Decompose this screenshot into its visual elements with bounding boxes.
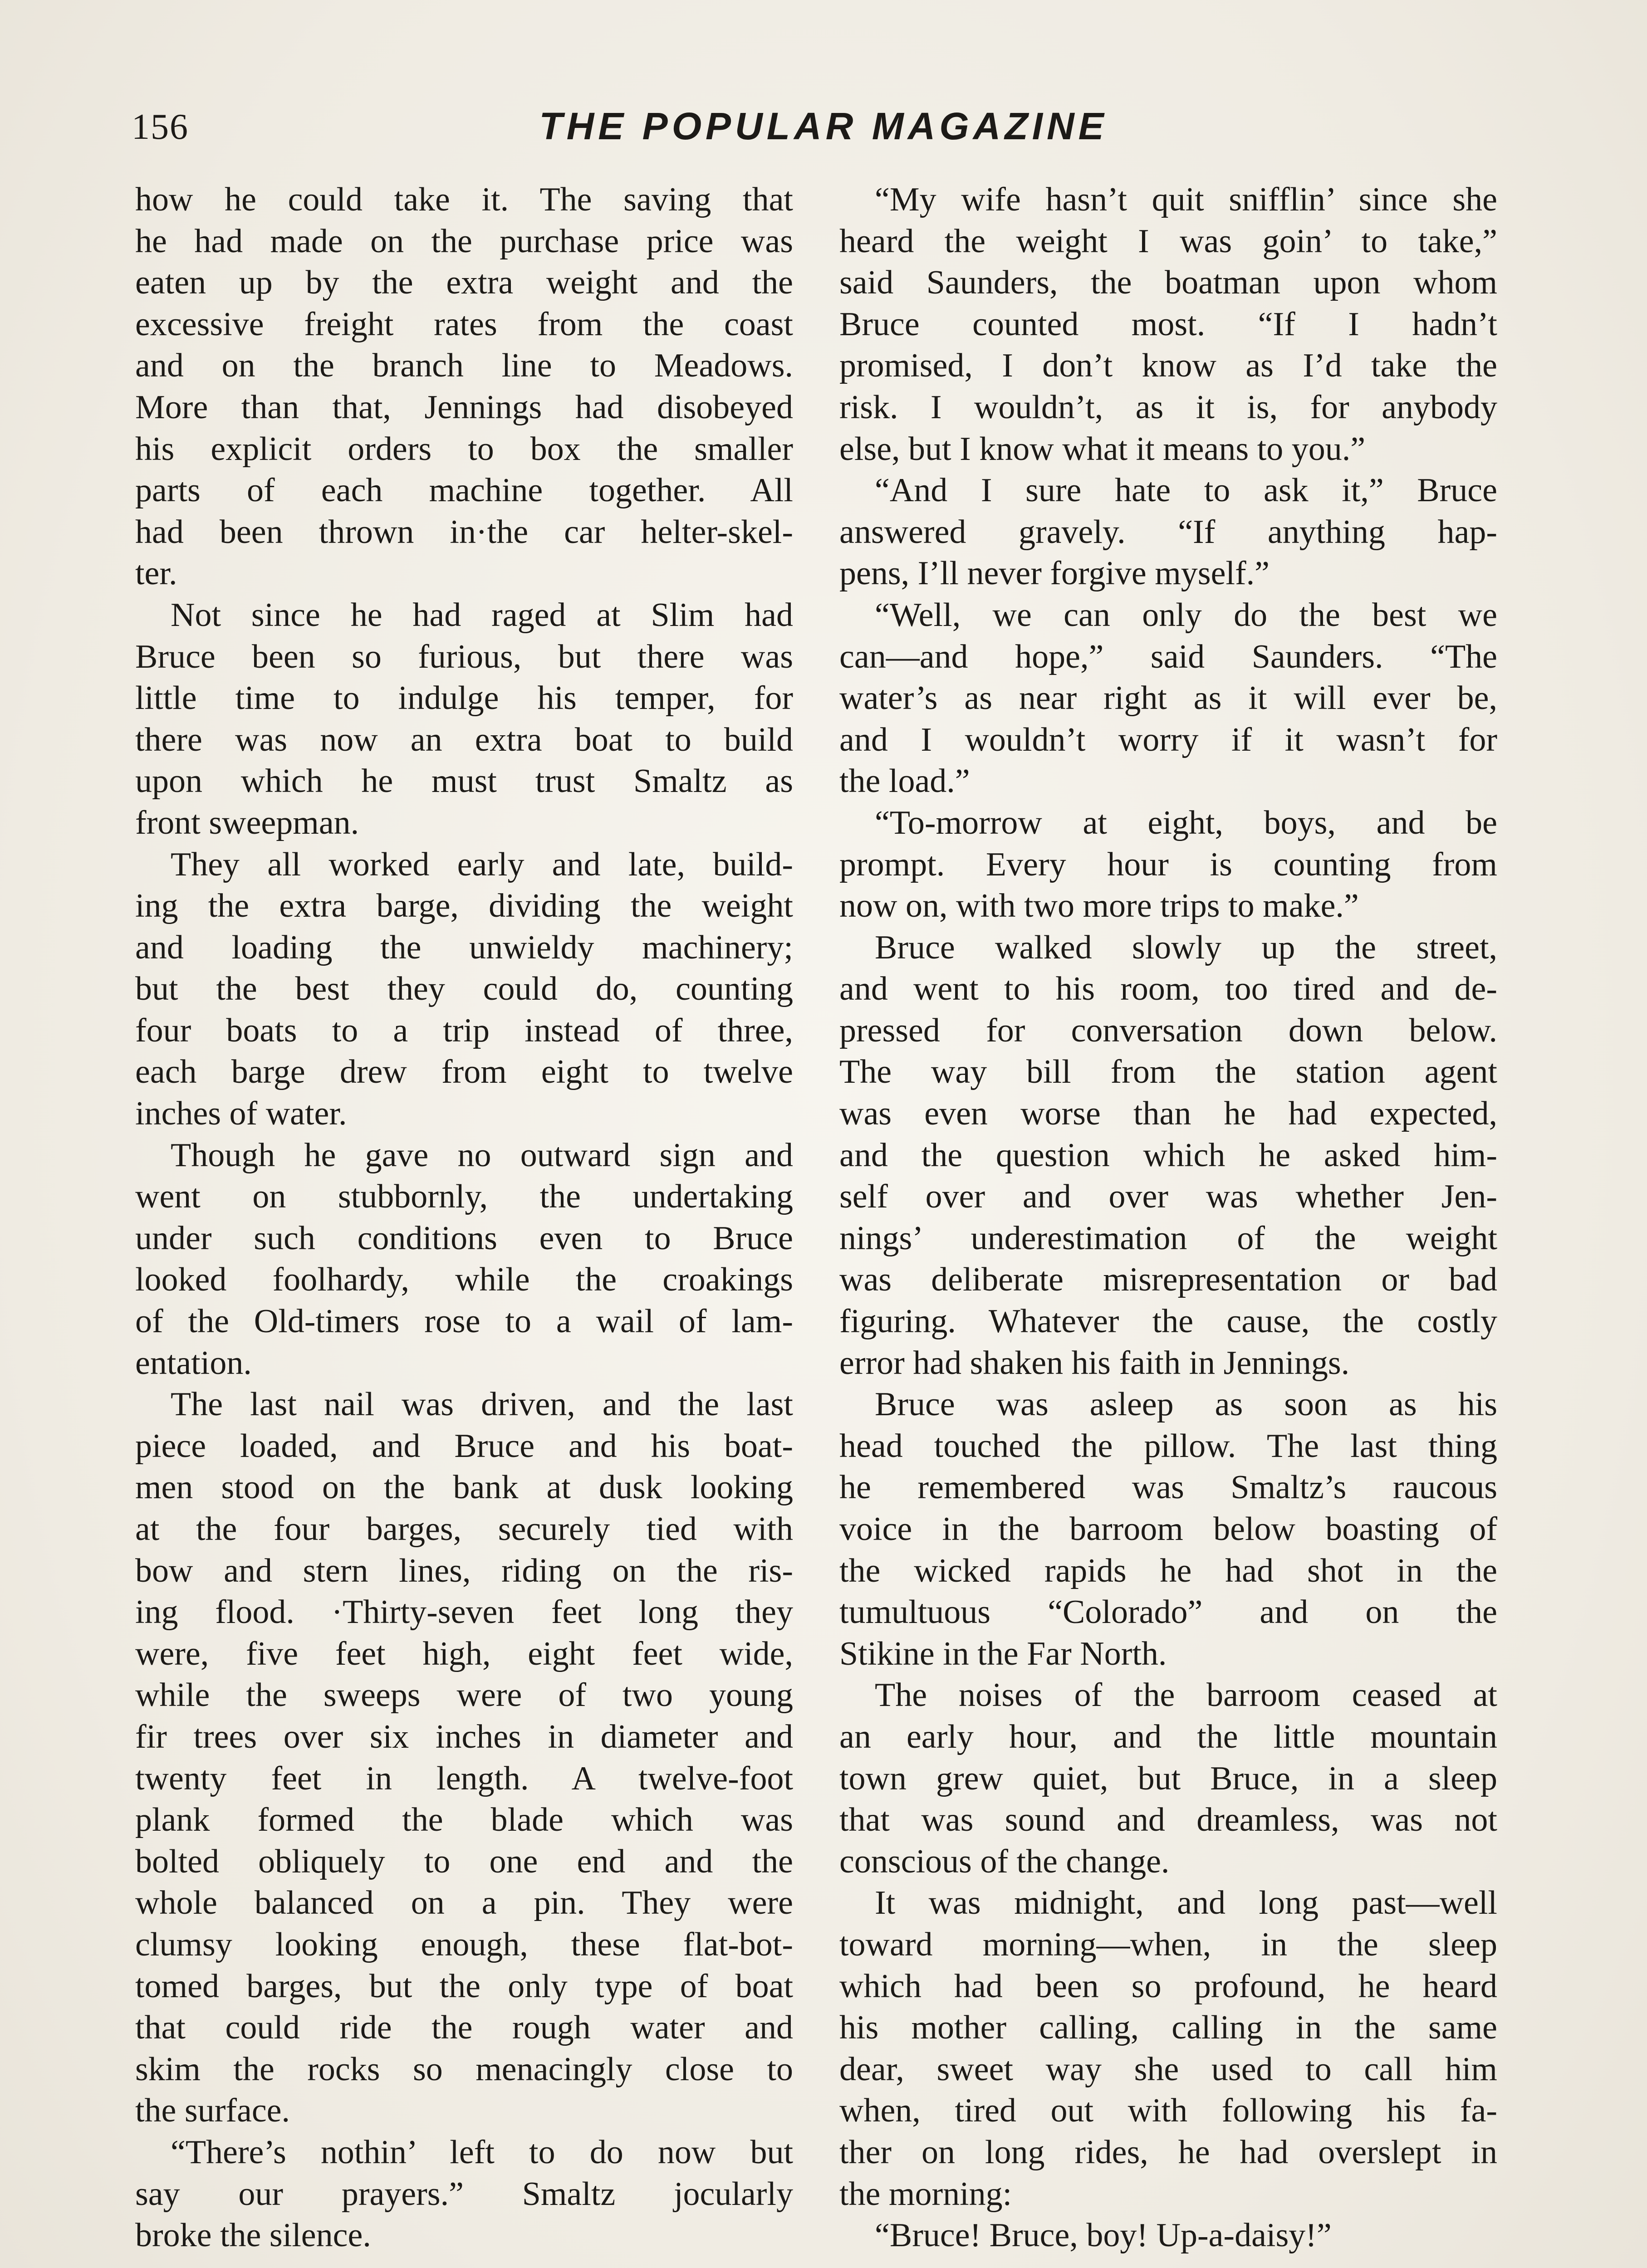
right-text-column bbox=[839, 179, 1497, 2257]
text-line: the surface. bbox=[135, 2092, 290, 2130]
text-line: head touched the pillow. The last thing bbox=[839, 1427, 1497, 1465]
text-line: eaten up by the extra weight and the bbox=[135, 264, 793, 302]
text-line: each barge drew from eight to twelve bbox=[135, 1053, 793, 1091]
text-line: his mother calling, calling in the same bbox=[839, 2009, 1497, 2047]
text-line: Bruce been so furious, but there was bbox=[135, 638, 793, 675]
text-line: Though he gave no outward sign and bbox=[171, 1136, 793, 1174]
page-number: 156 bbox=[132, 107, 189, 147]
text-line: twenty feet in length. A twelve-foot bbox=[135, 1760, 793, 1797]
text-line: the load.” bbox=[839, 763, 970, 800]
text-line: entation. bbox=[135, 1344, 252, 1382]
text-line: under such conditions even to Bruce bbox=[135, 1219, 793, 1257]
text-line: fir trees over six inches in diameter and bbox=[135, 1718, 793, 1755]
text-line: ing the extra barge, dividing the weight bbox=[135, 887, 793, 925]
text-line: dear, sweet way she used to call him bbox=[839, 2050, 1497, 2088]
text-line: upon which he must trust Smaltz as bbox=[135, 763, 793, 800]
text-line: but the best they could do, counting bbox=[135, 970, 793, 1008]
text-line: say our prayers.” Smaltz jocularly bbox=[135, 2175, 793, 2213]
text-line: was deliberate misrepresentation or bad bbox=[839, 1261, 1497, 1299]
text-line: town grew quiet, but Bruce, in a sleep bbox=[839, 1760, 1497, 1797]
text-line: The last nail was driven, and the last bbox=[171, 1386, 793, 1423]
page-header bbox=[132, 93, 1515, 156]
text-line: ther on long rides, he had overslept in bbox=[839, 2133, 1497, 2171]
text-line: promised, I don’t know as I’d take the bbox=[839, 347, 1497, 385]
text-line: bolted obliquely to one end and the bbox=[135, 1843, 793, 1880]
text-line: It was midnight, and long past—well bbox=[875, 1884, 1497, 1922]
text-line: while the sweeps were of two young bbox=[135, 1677, 793, 1714]
text-line: skim the rocks so menacingly close to bbox=[135, 2050, 793, 2088]
text-line: Bruce counted most. “If I hadn’t bbox=[839, 305, 1497, 343]
text-line: water’s as near right as it will ever be, bbox=[839, 679, 1497, 717]
text-line: “And I sure hate to ask it,” Bruce bbox=[875, 472, 1497, 509]
text-line: the wicked rapids he had shot in the bbox=[839, 1552, 1497, 1589]
text-line: “Bruce! Bruce, boy! Up-a-daisy!” bbox=[875, 2217, 1332, 2254]
text-line: went on stubbornly, the undertaking bbox=[135, 1178, 793, 1216]
text-line: “Well, we can only do the best we bbox=[875, 596, 1497, 634]
text-line: figuring. Whatever the cause, the costly bbox=[839, 1303, 1497, 1340]
text-line: broke the silence. bbox=[135, 2217, 371, 2254]
text-line: prompt. Every hour is counting from bbox=[839, 846, 1497, 883]
text-line: the morning: bbox=[839, 2175, 1012, 2213]
text-line: his explicit orders to box the smaller bbox=[135, 430, 793, 468]
text-line: risk. I wouldn’t, as it is, for anybody bbox=[839, 388, 1497, 426]
text-line: now on, with two more trips to make.” bbox=[839, 887, 1359, 925]
text-line: clumsy looking enough, these flat-bot- bbox=[135, 1926, 793, 1963]
text-line: looked foolhardy, while the croakings bbox=[135, 1261, 793, 1299]
text-line: whole balanced on a pin. They were bbox=[135, 1884, 793, 1922]
text-line: “There’s nothin’ left to do now but bbox=[171, 2133, 793, 2171]
text-line: and loading the unwieldy machinery; bbox=[135, 929, 793, 966]
text-line: voice in the barroom below boasting of bbox=[839, 1510, 1497, 1548]
text-line: Stikine in the Far North. bbox=[839, 1635, 1167, 1672]
text-line: that was sound and dreamless, was not bbox=[839, 1801, 1497, 1839]
text-line: plank formed the blade which was bbox=[135, 1801, 793, 1839]
text-line: that could ride the rough water and bbox=[135, 2009, 793, 2047]
text-line: answered gravely. “If anything hap- bbox=[839, 513, 1497, 551]
text-line: pressed for conversation down below. bbox=[839, 1012, 1497, 1049]
text-line: bow and stern lines, riding on the ris- bbox=[135, 1552, 793, 1589]
text-line: toward morning—when, in the sleep bbox=[839, 1926, 1497, 1963]
text-line: front sweepman. bbox=[135, 804, 359, 841]
text-line: “My wife hasn’t quit snifflin’ since she bbox=[875, 181, 1497, 218]
text-line: “To-morrow at eight, boys, and be bbox=[875, 804, 1497, 841]
text-line: ing flood. ·Thirty-seven feet long they bbox=[135, 1593, 793, 1631]
text-line: he remembered was Smaltz’s raucous bbox=[839, 1469, 1497, 1506]
text-line: little time to indulge his temper, for bbox=[135, 679, 793, 717]
text-line: Bruce was asleep as soon as his bbox=[875, 1386, 1497, 1423]
text-line: The noises of the barroom ceased at bbox=[875, 1677, 1497, 1714]
text-line: men stood on the bank at dusk looking bbox=[135, 1469, 793, 1506]
text-line: inches of water. bbox=[135, 1095, 347, 1133]
text-line: nings’ underestimation of the weight bbox=[839, 1219, 1497, 1257]
text-line: how he could take it. The saving that bbox=[135, 181, 793, 218]
text-line: and went to his room, too tired and de- bbox=[839, 970, 1497, 1008]
left-text-column bbox=[135, 179, 793, 2257]
text-line: Not since he had raged at Slim had bbox=[171, 596, 793, 634]
text-line: when, tired out with following his fa- bbox=[839, 2092, 1497, 2130]
text-line: said Saunders, the boatman upon whom bbox=[839, 264, 1497, 302]
text-line: which had been so profound, he heard bbox=[839, 1967, 1497, 2005]
text-line: error had shaken his faith in Jennings. bbox=[839, 1344, 1350, 1382]
text-line: else, but I know what it means to you.” bbox=[839, 430, 1366, 468]
text-line: there was now an extra boat to build bbox=[135, 721, 793, 758]
text-line: More than that, Jennings had disobeyed bbox=[135, 388, 793, 426]
text-line: at the four barges, securely tied with bbox=[135, 1510, 793, 1548]
text-line: pens, I’ll never forgive myself.” bbox=[839, 555, 1270, 592]
text-line: can—and hope,” said Saunders. “The bbox=[839, 638, 1497, 675]
text-line: and on the branch line to Meadows. bbox=[135, 347, 793, 385]
text-line: four boats to a trip instead of three, bbox=[135, 1012, 793, 1049]
text-line: were, five feet high, eight feet wide, bbox=[135, 1635, 793, 1672]
text-line: piece loaded, and Bruce and his boat- bbox=[135, 1427, 793, 1465]
text-line: They all worked early and late, build- bbox=[171, 846, 793, 883]
text-line: The way bill from the station agent bbox=[839, 1053, 1497, 1091]
text-line: had been thrown in·the car helter-skel- bbox=[135, 513, 793, 551]
text-line: Bruce walked slowly up the street, bbox=[875, 929, 1497, 966]
text-line: an early hour, and the little mountain bbox=[839, 1718, 1497, 1755]
text-line: he had made on the purchase price was bbox=[135, 222, 793, 260]
text-line: tomed barges, but the only type of boat bbox=[135, 1967, 793, 2005]
text-line: excessive freight rates from the coast bbox=[135, 305, 793, 343]
text-line: parts of each machine together. All bbox=[135, 472, 793, 509]
text-line: tumultuous “Colorado” and on the bbox=[839, 1593, 1497, 1631]
running-head: THE POPULAR MAGAZINE bbox=[539, 105, 1108, 147]
text-line: conscious of the change. bbox=[839, 1843, 1170, 1880]
text-line: of the Old-timers rose to a wail of lam- bbox=[135, 1303, 793, 1340]
text-line: and the question which he asked him- bbox=[839, 1136, 1497, 1174]
text-line: ter. bbox=[135, 555, 177, 592]
text-line: and I wouldn’t worry if it wasn’t for bbox=[839, 721, 1497, 758]
text-line: was even worse than he had expected, bbox=[839, 1095, 1497, 1133]
text-line: self over and over was whether Jen- bbox=[839, 1178, 1497, 1216]
text-line: heard the weight I was goin’ to take,” bbox=[839, 222, 1497, 260]
